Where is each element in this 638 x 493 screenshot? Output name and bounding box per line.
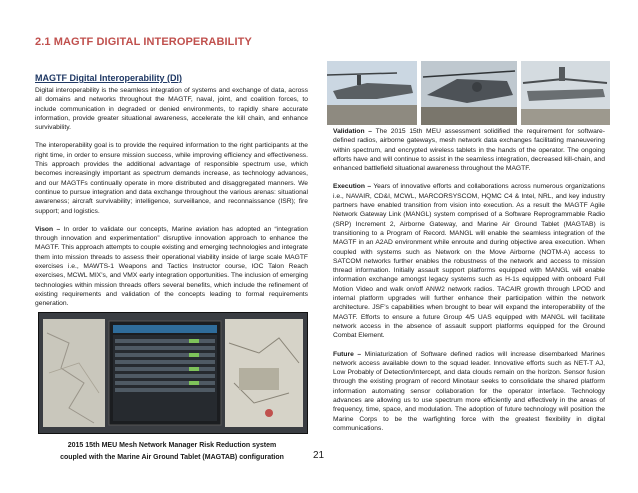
paragraph-vision [35,225,308,309]
paragraph-future [333,350,605,434]
vision-body: In order to validate our concepts, Marine aviation has adopted an “integration through innovation and experimentation” disruptive innovation approach to enhance the MAGTF. This approach attempts to couple existing and emerging technologies and integrate them into mission threads to assess their operational viability inside of large scale MAGTF exercises i.e., MAWTS-1 Weapons and Tactics Instructor course, IOC Talon Reach exercises, MCWL MIX’s, and VMX early integration opportunities. The inclusion of emerging technologies within mission threads offers several benefits, which include the refinement of existing requirements and validation of the concepts leading to formal requirements generation. [35,225,308,308]
right-column [333,127,605,442]
photo-caption [38,440,306,464]
future-body: Miniaturization of Software defined radios will increase disembarked Marines network access available down to the squad leader. Innovative efforts such as NET-T AJ, Low Probably of Detection/Intercept, and data clouds remain on the horizon. Sensor fusion through the existing program of record Minotaur seeks to consolidate the shared platform information automating sensor collaboration for the operator interface. Technology advances are allowing us to use spectrum more efficiently and effectively in the areas of frequency, time, space, and modulation. The adoption of future technology will position the Marine Corps to be the warfighting force with the greatest flexibility in digital communications. [333,350,605,432]
future-lead: Future – [333,350,362,358]
execution-lead: Execution – [333,183,372,191]
paragraph-validation [333,127,605,173]
section-title: 2.1 MAGTF DIGITAL INTEROPERABILITY [35,36,252,48]
aircraft-photos [327,61,610,125]
aircraft-photos-illustration [327,61,610,125]
left-column [35,86,308,318]
tablet-map-illustration [39,313,307,433]
execution-body: Years of innovative efforts and collaborations across numerous organizations i.e., NAVAIR, CD&I, MCWL, MARCORSYSCOM, HQMC C4 & Intel, NRL, and key industry partners have enabled transition from vision into execution. As a result the MAGTF Agile Network Gateway Link (MANGL) system comprised of a Software Reprogrammable Radio (SRP) Increment 2, Airborne Gateway, and Marine Air Ground Tablet (MAGTAB) is transitioning to a Program of Record. MANGL will enable the seamless integration of the MAGTF in an A2AD environment while enroute and during objective area execution. When coupled with systems such as Network on the Move Airborne (NOTM-A) access to SATCOM networks further enables the robustness of the network and access to mission thread information. Initially assault support platforms equipped with MANGL will enable information exchange amongst legacy systems such as H-1s equipped with onboard Full Motion Video and walk on/off ANW2 network radios. TACAIR growth through LPOD and internal platform upgrades will further enhance their participation within the network architecture. JSF’s capabilities when brought to bear will expand the interoperability of the MAGTF. Efforts to ensure a future Group 4/5 UAS equipped with MANGL will facilitate network access in the absence of assault support platforms equipped for the Ground Combat Element. [333,183,605,340]
validation-lead: Validation – [333,128,372,135]
validation-body: The 2015 15th MEU assessment solidified the requirement for software-defined radios, airborne gateways, mesh network data exchanges facilitating maneuvering within spectrum, and encrypted wireless tablets in the hands of the operator. The ongoing efforts have and will continue to assist in the seamless integration, decreased kill-chain, and enhanced battlefield situational awareness throughout the MAGTF. [333,128,605,173]
paragraph-definition: Digital interoperability is the seamless integration of systems and exchange of data, across all domains and networks throughout the MAGTF, naval, joint, and coalition forces, to include communication in degraded or denied environments, to rapidly share accurate information, provide greater situational awareness, accelerate the kill chain, and enhance survivability. [35,87,308,132]
caption-line-1: 2015 15th MEU Mesh Network Manager Risk Reduction system [67,442,277,449]
page-number: 21 [313,450,325,461]
caption-line-2: coupled with the Marine Air Ground Tablet (MAGTAB) configuration [60,454,284,461]
paragraph-execution [333,182,605,340]
tablet-map-photo [38,312,308,434]
vision-lead: Vison – [35,225,61,233]
subsection-title: MAGTF Digital Interoperability (DI) [35,73,183,83]
paragraph-goal: The interoperability goal is to provide the required information to the right participants at the right time, in order to ensure mission success, while improving efficiency and effectiveness. This approach provides the additional advantage of responsible spectrum use, which becomes increasingly important as spectrum demands increase, as technology advances, and our MAGTFs continually operate in more distributed and disaggregated manners. We continue to pursue integration and data exchange throughout the various arenas: situational awareness; aircraft survivability; intelligence, surveillance, and reconnaissance (ISR); fire support; and logistics. [35,142,308,215]
